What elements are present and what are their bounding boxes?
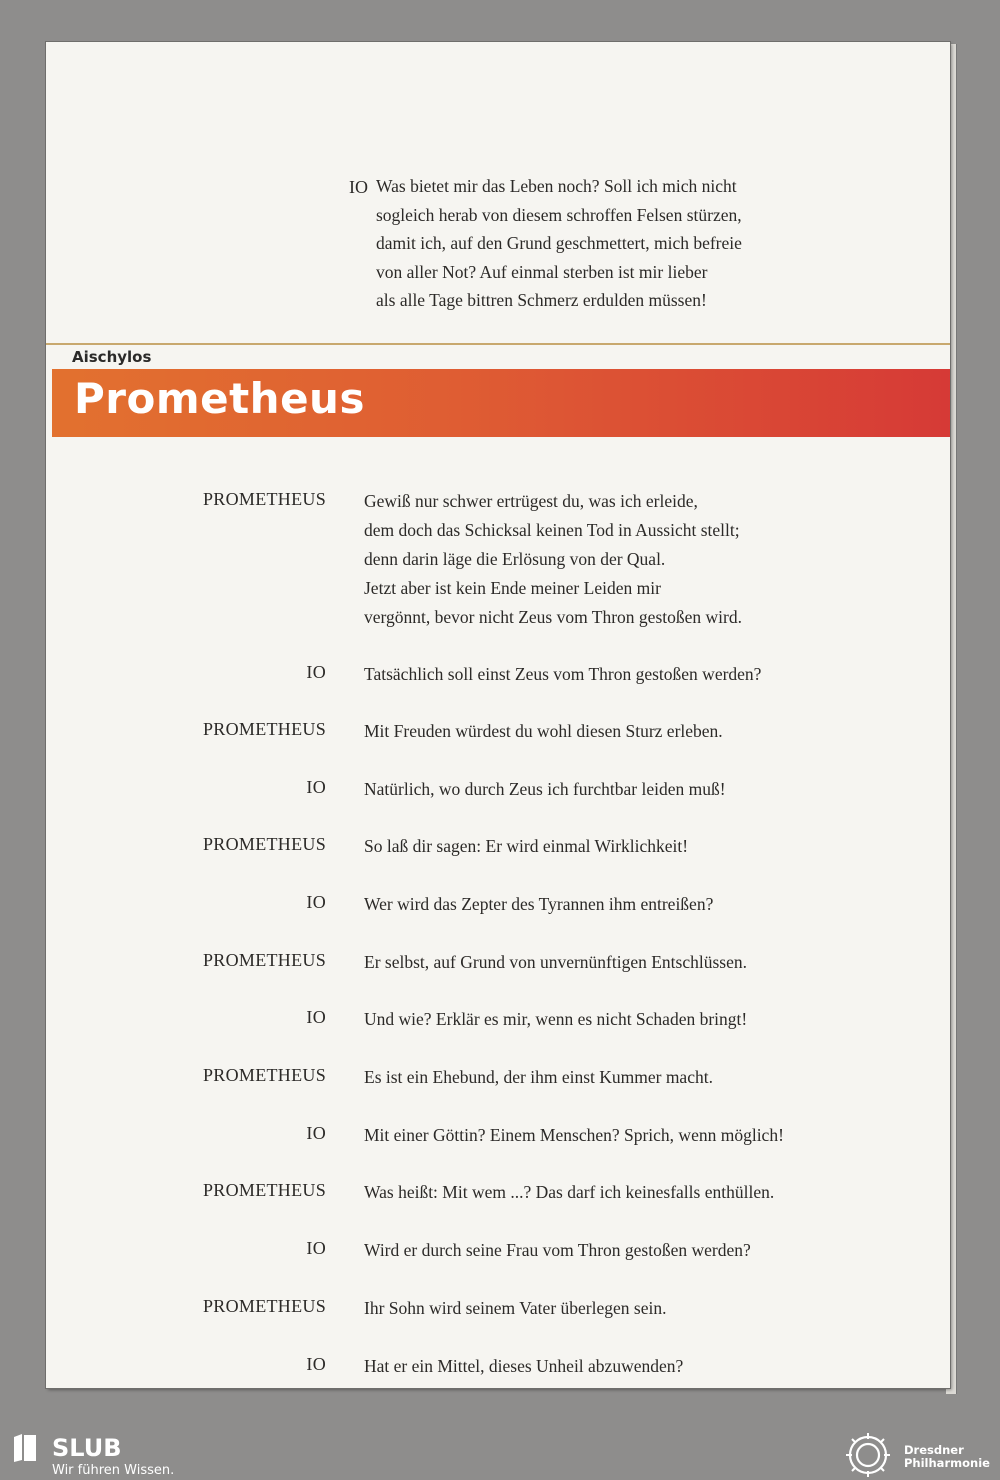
speech: [364, 1063, 924, 1092]
speech: [364, 660, 924, 689]
speech: [364, 1236, 924, 1265]
speaker-name: IO: [306, 662, 326, 682]
opening-speaker: IO: [349, 177, 368, 197]
verse-line: Mit einer Göttin? Einem Menschen? Sprich, wenn möglich!: [364, 1125, 784, 1145]
speaker-name: IO: [306, 1123, 326, 1143]
slub-book-icon: [12, 1433, 38, 1463]
speaker-name: IO: [306, 1007, 326, 1027]
speaker-name: PROMETHEUS: [202, 834, 326, 854]
author-name: Aischylos: [72, 348, 152, 366]
speech: [364, 1005, 924, 1034]
verse-line: Und wie? Erklär es mir, wenn es nicht Schaden bringt!: [364, 1009, 748, 1029]
verse-line: Ihr Sohn wird seinem Vater überlegen sein.: [364, 1298, 667, 1318]
speaker-name: PROMETHEUS: [202, 719, 326, 739]
speech: [364, 890, 924, 919]
verse-line: Was bietet mir das Leben noch? Soll ich mich nicht: [376, 176, 737, 196]
verse-line: Hat er ein Mittel, dieses Unheil abzuwenden?: [364, 1356, 684, 1376]
program-page: [46, 42, 950, 1388]
philharmonie-logo-icon: [840, 1431, 896, 1479]
verse-line: Wer wird das Zepter des Tyrannen ihm entreißen?: [364, 894, 714, 914]
speech: [364, 832, 924, 861]
speech: [364, 1178, 924, 1207]
slub-logo-text[interactable]: SLUB: [52, 1434, 122, 1462]
speech: [364, 948, 924, 977]
play-title: Prometheus: [74, 374, 365, 423]
speaker-name: PROMETHEUS: [202, 489, 326, 509]
verse-line: Mit Freuden würdest du wohl diesen Sturz erleben.: [364, 721, 723, 741]
verse-line: von aller Not? Auf einmal sterben ist mir lieber: [376, 261, 708, 282]
verse-line: Er selbst, auf Grund von unvernünftigen Entschlüssen.: [364, 952, 747, 972]
verse-line: Natürlich, wo durch Zeus ich furchtbar leiden muß!: [364, 779, 726, 799]
verse-line: vergönnt, bevor nicht Zeus vom Thron gestoßen wird.: [364, 607, 742, 627]
speech: [364, 487, 924, 632]
verse-line: Was heißt: Mit wem ...? Das darf ich keinesfalls enthüllen.: [364, 1182, 775, 1202]
verse-line: als alle Tage bittren Schmerz erdulden müssen!: [376, 290, 707, 311]
speech: [364, 1294, 924, 1323]
partner-name-line: Philharmonie: [904, 1456, 990, 1470]
partner-name-line: Dresdner: [904, 1443, 964, 1457]
speaker-name: IO: [306, 1354, 326, 1374]
dialogue: [46, 42, 950, 1388]
slub-tagline: Wir führen Wissen.: [52, 1463, 175, 1478]
speaker-name: PROMETHEUS: [202, 1180, 326, 1200]
speech: [364, 717, 924, 746]
verse-line: dem doch das Schicksal keinen Tod in Aussicht stellt;: [364, 520, 740, 540]
verse-line: Gewiß nur schwer ertrügest du, was ich erleide,: [364, 491, 698, 511]
speech: [364, 1121, 924, 1150]
speech: [364, 775, 924, 804]
speaker-name: PROMETHEUS: [202, 1065, 326, 1085]
partner-name[interactable]: [904, 1444, 1000, 1470]
speaker-name: IO: [306, 1238, 326, 1258]
verse-line: Jetzt aber ist kein Ende meiner Leiden mir: [364, 578, 661, 598]
verse-line: damit ich, auf den Grund geschmettert, mich befreie: [376, 233, 742, 254]
verse-line: Tatsächlich soll einst Zeus vom Thron gestoßen werden?: [364, 664, 762, 684]
verse-line: denn darin läge die Erlösung von der Qual.: [364, 549, 666, 569]
verse-line: Wird er durch seine Frau vom Thron gestoßen werden?: [364, 1240, 751, 1260]
speaker-name: IO: [306, 892, 326, 912]
speech: [364, 1352, 924, 1381]
speaker-name: PROMETHEUS: [202, 950, 326, 970]
verse-line: So laß dir sagen: Er wird einmal Wirklichkeit!: [364, 836, 689, 856]
verse-line: Es ist ein Ehebund, der ihm einst Kummer macht.: [364, 1067, 713, 1087]
verse-line: sogleich herab von diesem schroffen Felsen stürzen,: [376, 204, 742, 225]
speaker-name: IO: [306, 777, 326, 797]
speaker-name: PROMETHEUS: [202, 1296, 326, 1316]
